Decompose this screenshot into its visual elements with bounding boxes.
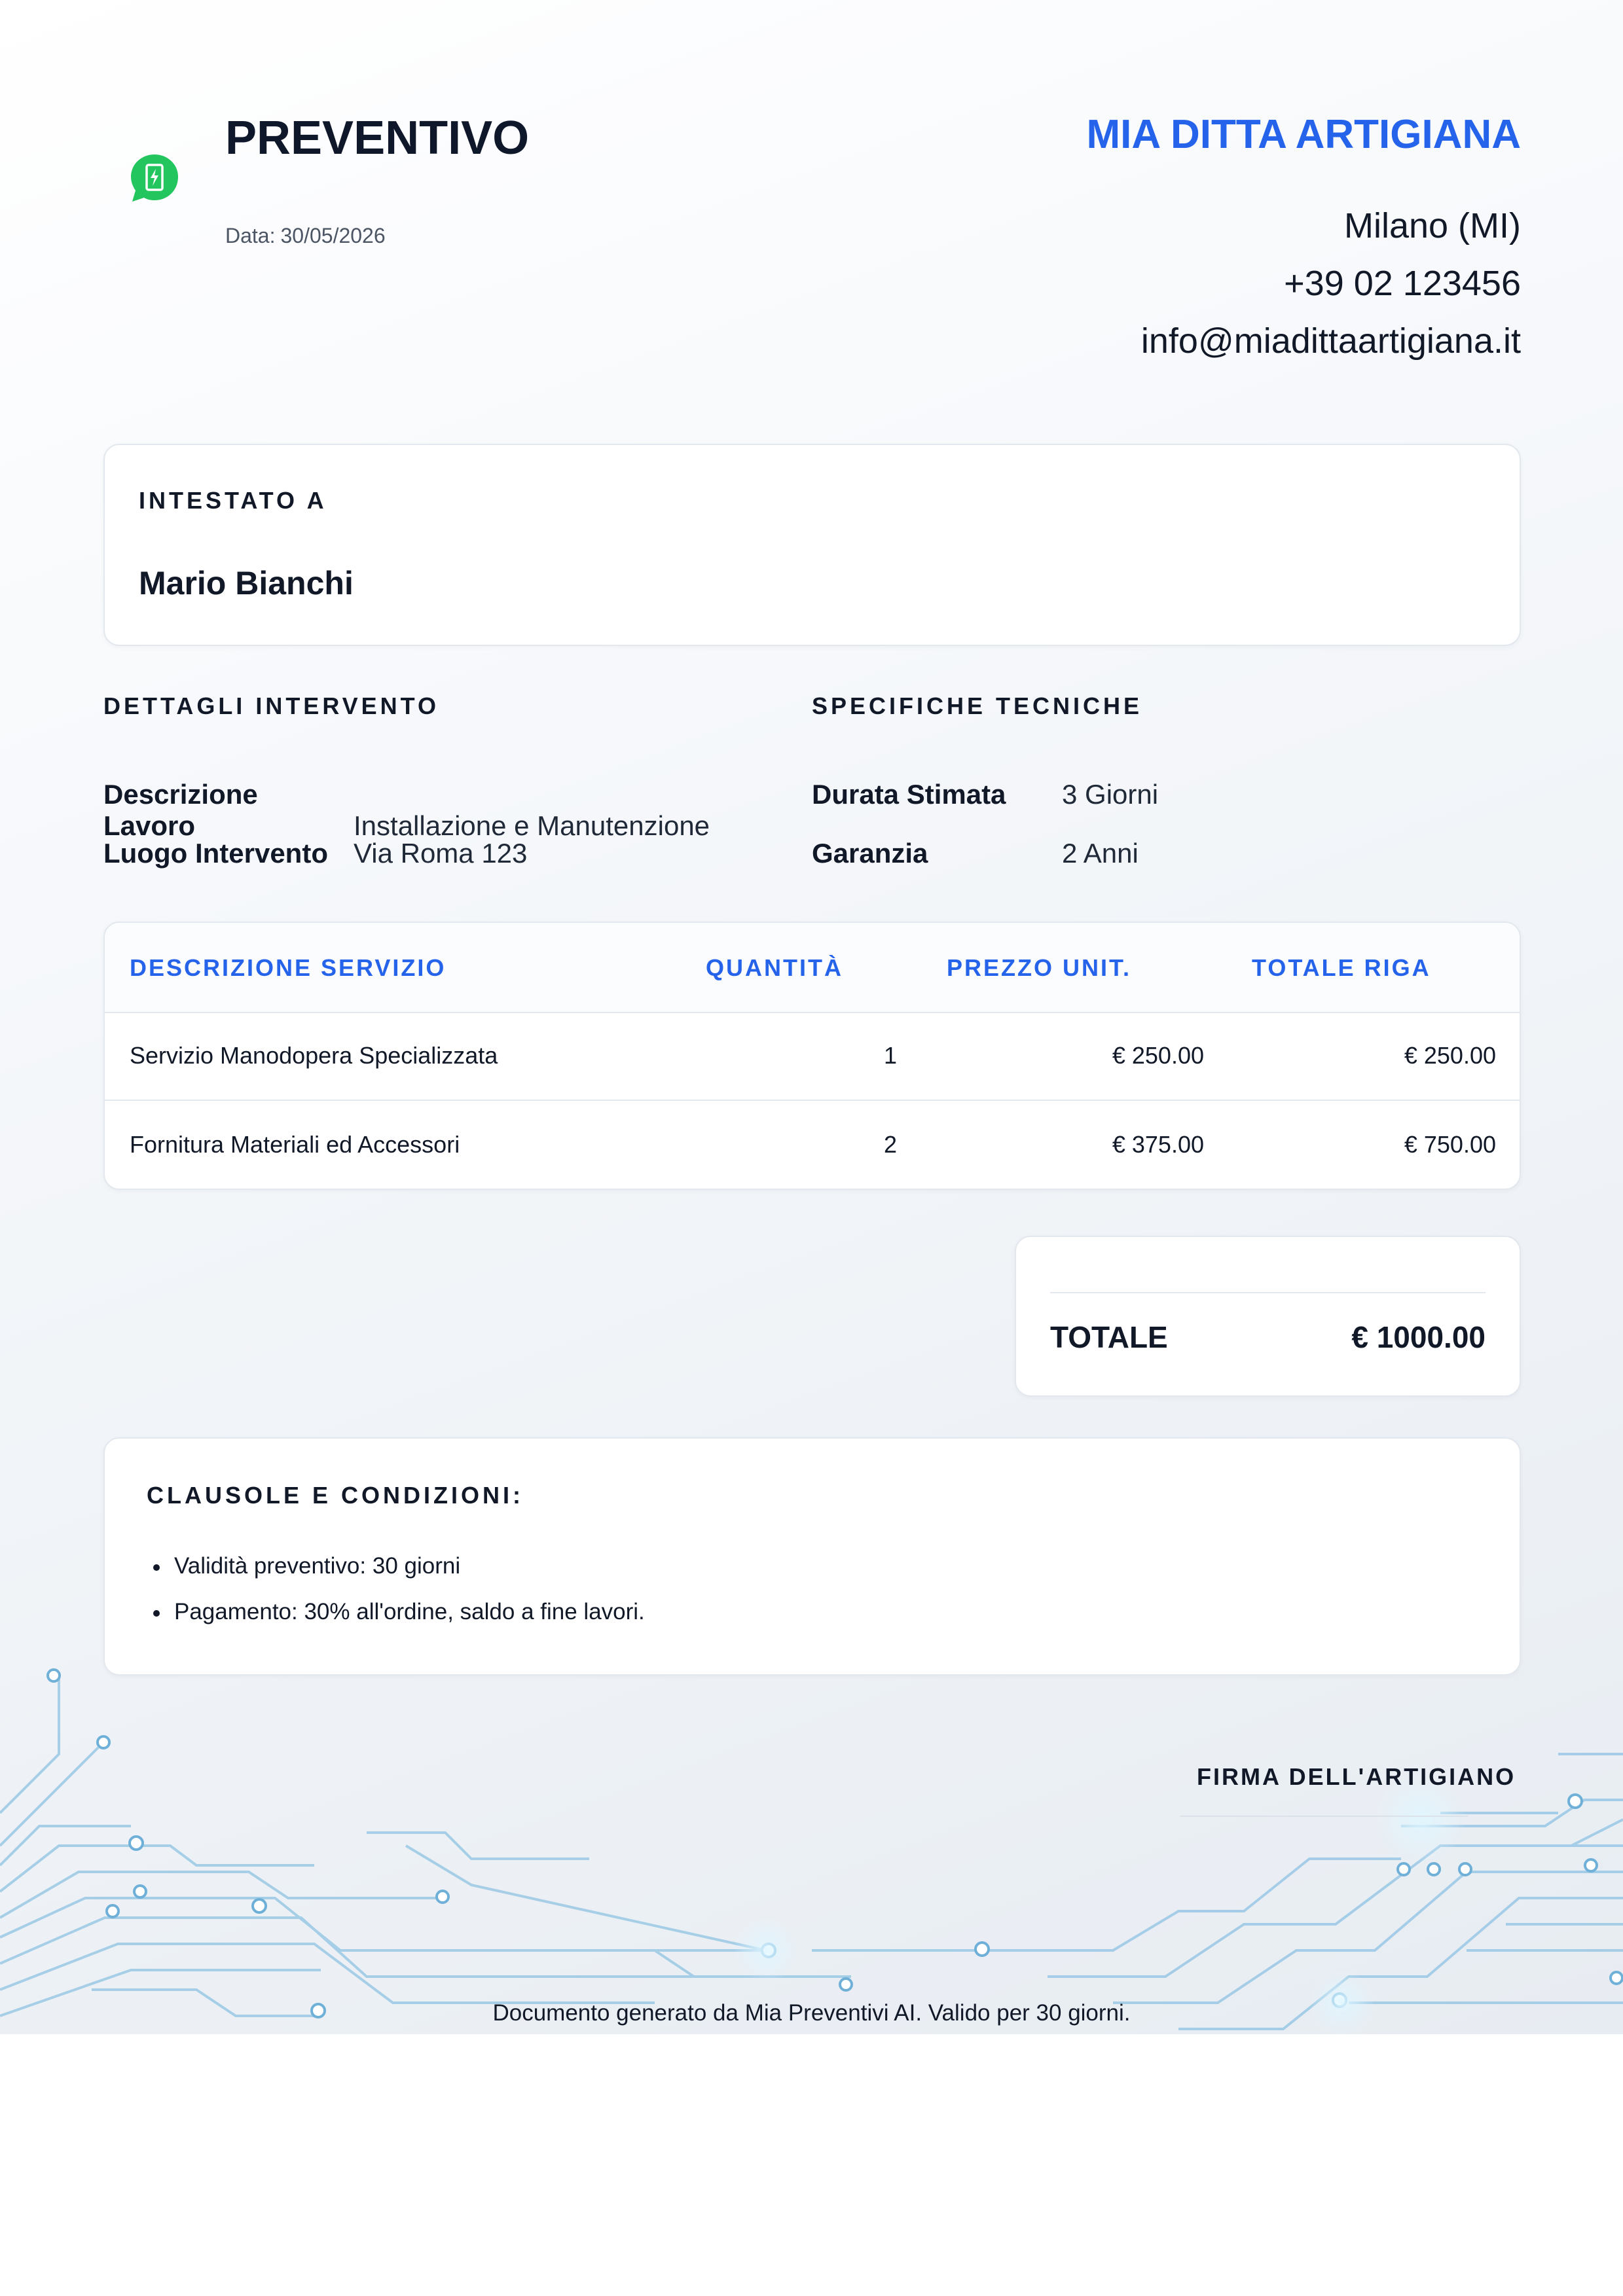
column-header-description: DESCRIZIONE SERVIZIO xyxy=(130,954,447,981)
detail-row xyxy=(103,838,527,869)
company-phone: +39 02 123456 xyxy=(1284,264,1521,303)
signature-line xyxy=(1180,1816,1468,1817)
terms-list xyxy=(147,1543,645,1635)
table-row xyxy=(105,1101,1520,1189)
table-header xyxy=(105,923,1520,1013)
detail-value: Via Roma 123 xyxy=(354,838,528,869)
details-section-label: DETTAGLI INTERVENTO xyxy=(103,692,440,719)
column-header-quantity: QUANTITÀ xyxy=(706,954,843,981)
specs-section-label: SPECIFICHE TECNICHE xyxy=(812,692,1143,719)
company-info xyxy=(1086,111,1521,370)
date-label: Data: xyxy=(225,224,276,247)
spec-key: Durata Stimata xyxy=(812,779,1006,810)
spec-value: 2 Anni xyxy=(1062,838,1139,869)
client-label: INTESTATO A xyxy=(139,487,327,514)
terms-item: Validità preventivo: 30 giorni xyxy=(147,1543,645,1589)
date-value: 30/05/2026 xyxy=(280,224,386,247)
detail-key: Descrizione Lavoro xyxy=(103,779,258,841)
detail-value: Installazione e Manutenzione xyxy=(354,810,710,841)
signature-label: FIRMA DELL'ARTIGIANO xyxy=(1197,1763,1516,1790)
company-city: Milano (MI) xyxy=(1343,206,1521,245)
client-card xyxy=(103,444,1521,646)
cell-quantity: 1 xyxy=(884,1042,898,1069)
cell-unit-price: € 375.00 xyxy=(1112,1131,1204,1158)
cell-line-total: € 250.00 xyxy=(1404,1042,1496,1069)
terms-label: CLAUSOLE E CONDIZIONI: xyxy=(147,1482,524,1509)
client-name: Mario Bianchi xyxy=(139,565,354,601)
cell-unit-price: € 250.00 xyxy=(1112,1042,1204,1069)
total-divider xyxy=(1050,1292,1486,1293)
cell-line-total: € 750.00 xyxy=(1404,1131,1496,1158)
detail-row xyxy=(103,779,710,842)
whatsapp-lightning-icon xyxy=(128,152,181,204)
spec-key: Garanzia xyxy=(812,838,928,869)
total-label: TOTALE xyxy=(1050,1320,1168,1354)
services-table xyxy=(103,922,1521,1190)
terms-card xyxy=(103,1437,1521,1676)
total-card xyxy=(1015,1236,1521,1397)
footer-text: Documento generato da Mia Preventivi AI. Valido per 30 giorni. xyxy=(492,2000,1131,2026)
circuit-background-decoration xyxy=(0,1649,1623,2034)
cell-description: Fornitura Materiali ed Accessori xyxy=(130,1131,460,1158)
column-header-line-total: TOTALE RIGA xyxy=(1252,954,1431,981)
detail-key: Luogo Intervento xyxy=(103,838,328,869)
spec-row xyxy=(812,779,1158,810)
cell-description: Servizio Manodopera Specializzata xyxy=(130,1042,498,1069)
company-name: MIA DITTA ARTIGIANA xyxy=(1086,112,1521,157)
spec-row xyxy=(812,838,1139,869)
column-header-unit-price: PREZZO UNIT. xyxy=(947,954,1132,981)
company-email: info@miadittaartigiana.it xyxy=(1140,321,1521,361)
document-date xyxy=(225,224,386,248)
terms-item: Pagamento: 30% all'ordine, saldo a fine lavori. xyxy=(147,1589,645,1635)
cell-quantity: 2 xyxy=(884,1131,898,1158)
total-value: € 1000.00 xyxy=(1351,1320,1486,1354)
spec-value: 3 Giorni xyxy=(1062,779,1159,810)
document-title: PREVENTIVO xyxy=(225,112,530,164)
table-row xyxy=(105,1012,1520,1101)
